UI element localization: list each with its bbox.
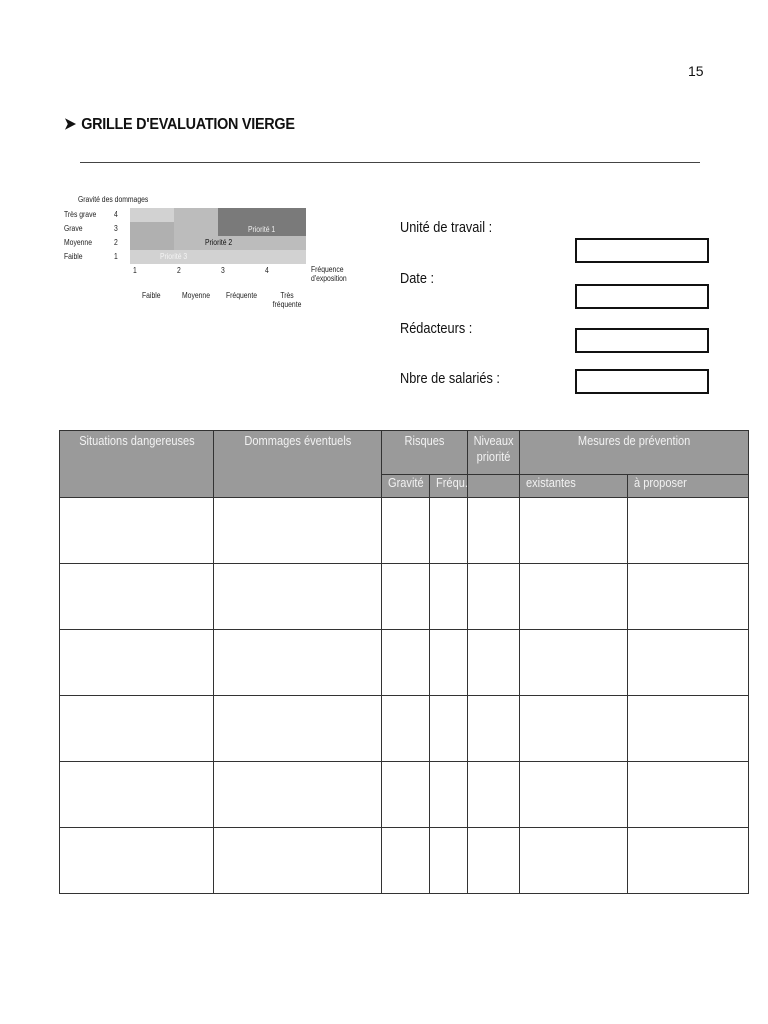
date-field[interactable] (575, 284, 709, 309)
date-label: Date : (400, 270, 435, 287)
table-cell[interactable] (60, 564, 214, 630)
evaluation-table (59, 430, 749, 894)
section-heading (64, 114, 295, 134)
table-cell[interactable] (60, 828, 214, 894)
col-a-proposer-header: à proposer (627, 475, 748, 498)
table-row (60, 828, 749, 894)
table-cell[interactable] (519, 498, 627, 564)
table-cell[interactable] (519, 762, 627, 828)
table-cell[interactable] (60, 630, 214, 696)
table-cell[interactable] (627, 828, 748, 894)
table-cell[interactable] (382, 828, 429, 894)
table-cell[interactable] (519, 630, 627, 696)
x-tick-2: 2 (177, 266, 181, 275)
table-cell[interactable] (382, 564, 429, 630)
page-number: 15 (688, 63, 704, 79)
x-tick-3: 3 (221, 266, 225, 275)
table-cell[interactable] (214, 498, 382, 564)
table-row (60, 762, 749, 828)
col-existantes-header: existantes (519, 475, 627, 498)
divider-line (80, 162, 700, 163)
table-cell[interactable] (429, 630, 467, 696)
table-cell[interactable] (429, 498, 467, 564)
zone-label-priorite-2: Priorité 2 (205, 238, 233, 247)
table-cell[interactable] (519, 828, 627, 894)
table-cell[interactable] (467, 498, 519, 564)
table-cell[interactable] (627, 564, 748, 630)
arrow-bullet-icon: ➤ (64, 116, 76, 133)
col-mesures-header: Mesures de prévention (519, 431, 748, 475)
section-title: GRILLE D'EVALUATION VIERGE (81, 116, 295, 133)
col-niveaux-sub-header (467, 475, 519, 498)
table-cell[interactable] (467, 762, 519, 828)
x-category-tres-frequente: Très fréquente (272, 291, 302, 309)
table-cell[interactable] (382, 630, 429, 696)
x-category-moyenne: Moyenne (182, 291, 210, 300)
col-situations-header: Situations dangereuses (60, 431, 214, 498)
table-cell[interactable] (467, 564, 519, 630)
zone-priorite-2b (130, 222, 174, 250)
col-niveaux-header: Niveaux priorité (467, 431, 519, 475)
table-cell[interactable] (382, 498, 429, 564)
table-row (60, 564, 749, 630)
table-cell[interactable] (627, 696, 748, 762)
table-cell[interactable] (382, 696, 429, 762)
x-tick-4: 4 (265, 266, 269, 275)
row-value-4: 4 (114, 210, 118, 219)
salaries-label: Nbre de salariés : (400, 370, 500, 387)
row-label-faible: Faible (64, 252, 83, 261)
priority-chart (60, 190, 360, 320)
table-row (60, 696, 749, 762)
table-row (60, 630, 749, 696)
redacteurs-field[interactable] (575, 328, 709, 353)
row-value-3: 3 (114, 224, 118, 233)
table-cell[interactable] (214, 630, 382, 696)
unite-field[interactable] (575, 238, 709, 263)
table-cell[interactable] (382, 762, 429, 828)
table-cell[interactable] (214, 564, 382, 630)
table-cell[interactable] (467, 828, 519, 894)
table-cell[interactable] (214, 828, 382, 894)
table-cell[interactable] (60, 762, 214, 828)
table-cell[interactable] (519, 564, 627, 630)
unite-label: Unité de travail : (400, 219, 493, 236)
salaries-field[interactable] (575, 369, 709, 394)
table-cell[interactable] (429, 564, 467, 630)
table-cell[interactable] (60, 498, 214, 564)
col-dommages-header: Dommages éventuels (214, 431, 382, 498)
table-cell[interactable] (627, 762, 748, 828)
table-cell[interactable] (60, 696, 214, 762)
x-tick-1: 1 (133, 266, 137, 275)
x-category-faible: Faible (142, 291, 161, 300)
table-cell[interactable] (429, 762, 467, 828)
zone-label-priorite-3: Priorité 3 (160, 252, 188, 261)
table-cell[interactable] (214, 762, 382, 828)
table-cell[interactable] (519, 696, 627, 762)
table-cell[interactable] (467, 696, 519, 762)
table-cell[interactable] (467, 630, 519, 696)
chart-title: Gravité des dommages (78, 195, 149, 204)
col-risques-header: Risques (382, 431, 467, 475)
row-value-2: 2 (114, 238, 118, 247)
col-gravite-header: Gravité (382, 475, 429, 498)
col-frequ-header: Fréqu. (429, 475, 467, 498)
x-axis-label: Fréquence d'exposition (311, 265, 347, 283)
table-cell[interactable] (429, 696, 467, 762)
table-row (60, 498, 749, 564)
row-label-grave: Grave (64, 224, 83, 233)
row-value-1: 1 (114, 252, 118, 261)
zone-label-priorite-1: Priorité 1 (248, 225, 276, 234)
row-label-moyenne: Moyenne (64, 238, 92, 247)
row-label-tres-grave: Très grave (64, 210, 97, 219)
table-cell[interactable] (429, 828, 467, 894)
redacteurs-label: Rédacteurs : (400, 320, 473, 337)
x-category-frequente: Fréquente (226, 291, 257, 300)
table-cell[interactable] (627, 498, 748, 564)
table-cell[interactable] (627, 630, 748, 696)
table-cell[interactable] (214, 696, 382, 762)
